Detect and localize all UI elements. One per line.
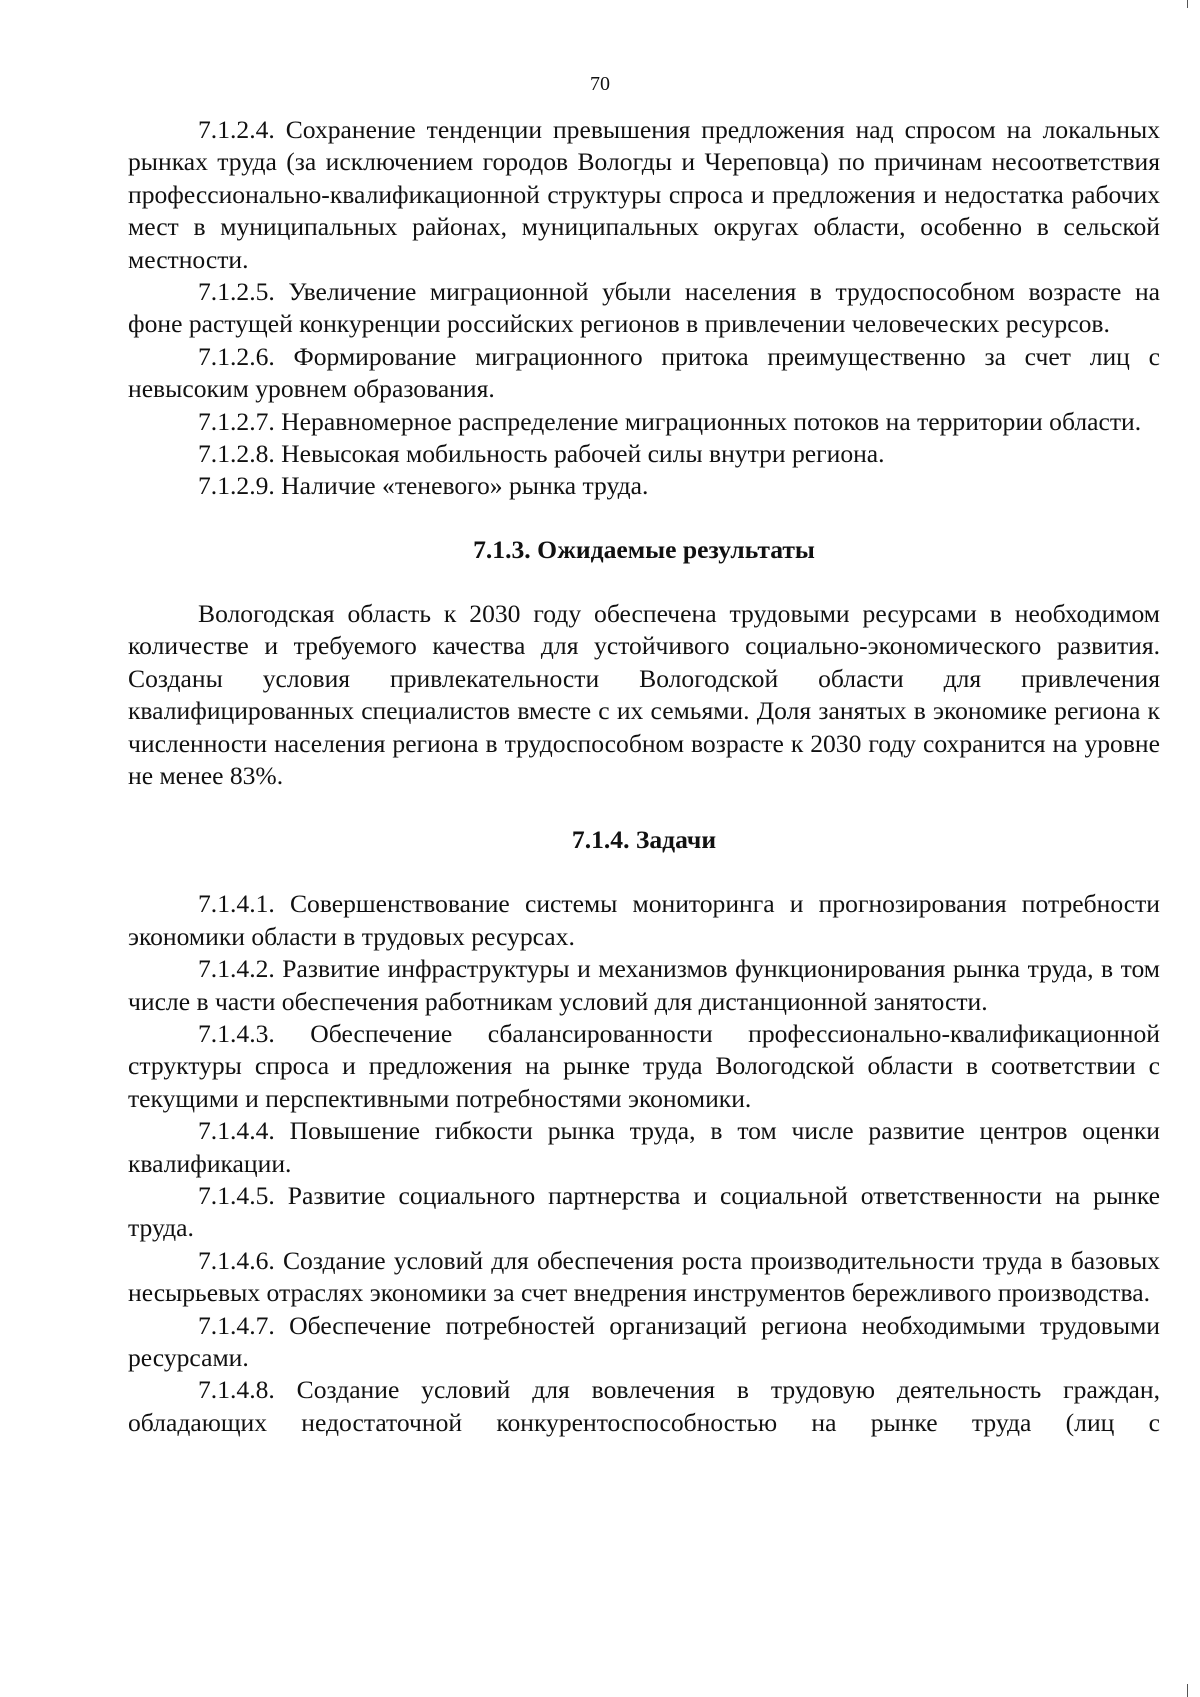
paragraph-7-1-2-8: 7.1.2.8. Невысокая мобильность рабочей силы внутри региона. bbox=[198, 439, 885, 469]
paragraph-7-1-2-9: 7.1.2.9. Наличие «теневого» рынка труда. bbox=[198, 471, 649, 501]
paragraph-7-1-2-7: 7.1.2.7. Неравномерное распределение миграционных потоков на территории области. bbox=[198, 406, 1142, 436]
paragraph-7-1-2-6: 7.1.2.6. Формирование миграционного притока преимущественно за счет лиц с невысоким уровнем образования. bbox=[128, 341, 1160, 404]
paragraph-7-1-4-6: 7.1.4.6. Создание условий для обеспечения роста производительности труда в базовых несырьевых отраслях экономики за счет внедрения инструментов бережливого производства. bbox=[128, 1245, 1160, 1308]
paragraph-7-1-2-4: 7.1.2.4. Сохранение тенденции превышения предложения над спросом на локальных рынках труда (за исключением городов Вологды и Череповца) по причинам несоответствия профессионально-квалификационной структуры спроса и предложения и недостатка рабочих мест в муниципальных районах, муниципальных округах области, особенно в сельской местности. bbox=[128, 115, 1160, 274]
heading-tasks: 7.1.4. Задачи bbox=[571, 825, 717, 855]
page-number: 70 bbox=[590, 73, 610, 95]
paragraph-7-1-4-5: 7.1.4.5. Развитие социального партнерства и социальной ответственности на рынке труда. bbox=[128, 1180, 1160, 1243]
paragraph-7-1-4-4: 7.1.4.4. Повышение гибкости рынка труда, в том числе развитие центров оценки квалификации. bbox=[128, 1116, 1160, 1178]
paragraph-7-1-4-1: 7.1.4.1. Совершенствование системы мониторинга и прогнозирования потребности экономики области в трудовых ресурсах. bbox=[128, 889, 1160, 951]
paragraph-7-1-4-7: 7.1.4.7. Обеспечение потребностей организаций региона необходимыми трудовыми ресурсами. bbox=[128, 1310, 1160, 1372]
document-body bbox=[128, 114, 1160, 1439]
paragraph-7-1-4-3: 7.1.4.3. Обеспечение сбалансированности профессионально-квалификационной структуры спроса и предложения на рынке труда Вологодской области в соответствии с текущими и перспективными потребностями экономики. bbox=[128, 1018, 1160, 1113]
scan-mark-top-right bbox=[1187, 0, 1188, 8]
scan-mark-bottom-right bbox=[1187, 1684, 1188, 1697]
paragraph-7-1-4-2: 7.1.4.2. Развитие инфраструктуры и механизмов функционирования рынка труда, в том числе в части обеспечения работникам условий для дистанционной занятости. bbox=[128, 954, 1160, 1016]
paragraph-7-1-2-5: 7.1.2.5. Увеличение миграционной убыли населения в трудоспособном возрасте на фоне растущей конкуренции российских регионов в привлечении человеческих ресурсов. bbox=[128, 277, 1160, 339]
paragraph-expected-results: Вологодская область к 2030 году обеспечена трудовыми ресурсами в необходимом количестве и требуемого качества для устойчивого социально-экономического развития. Созданы условия привлекательности Вологодской области для привлечения квалифицированных специалистов вместе с их семьями. Доля занятых в экономике региона к численности населения региона в трудоспособном возрасте к 2030 году сохранится на уровне не менее 83%. bbox=[128, 598, 1160, 790]
heading-expected-results: 7.1.3. Ожидаемые результаты bbox=[473, 534, 815, 564]
paragraph-7-1-4-8: 7.1.4.8. Создание условий для вовлечения в трудовую деятельность граждан, обладающих недостаточной конкурентоспособностью на рынке труда (лиц с bbox=[128, 1375, 1160, 1437]
